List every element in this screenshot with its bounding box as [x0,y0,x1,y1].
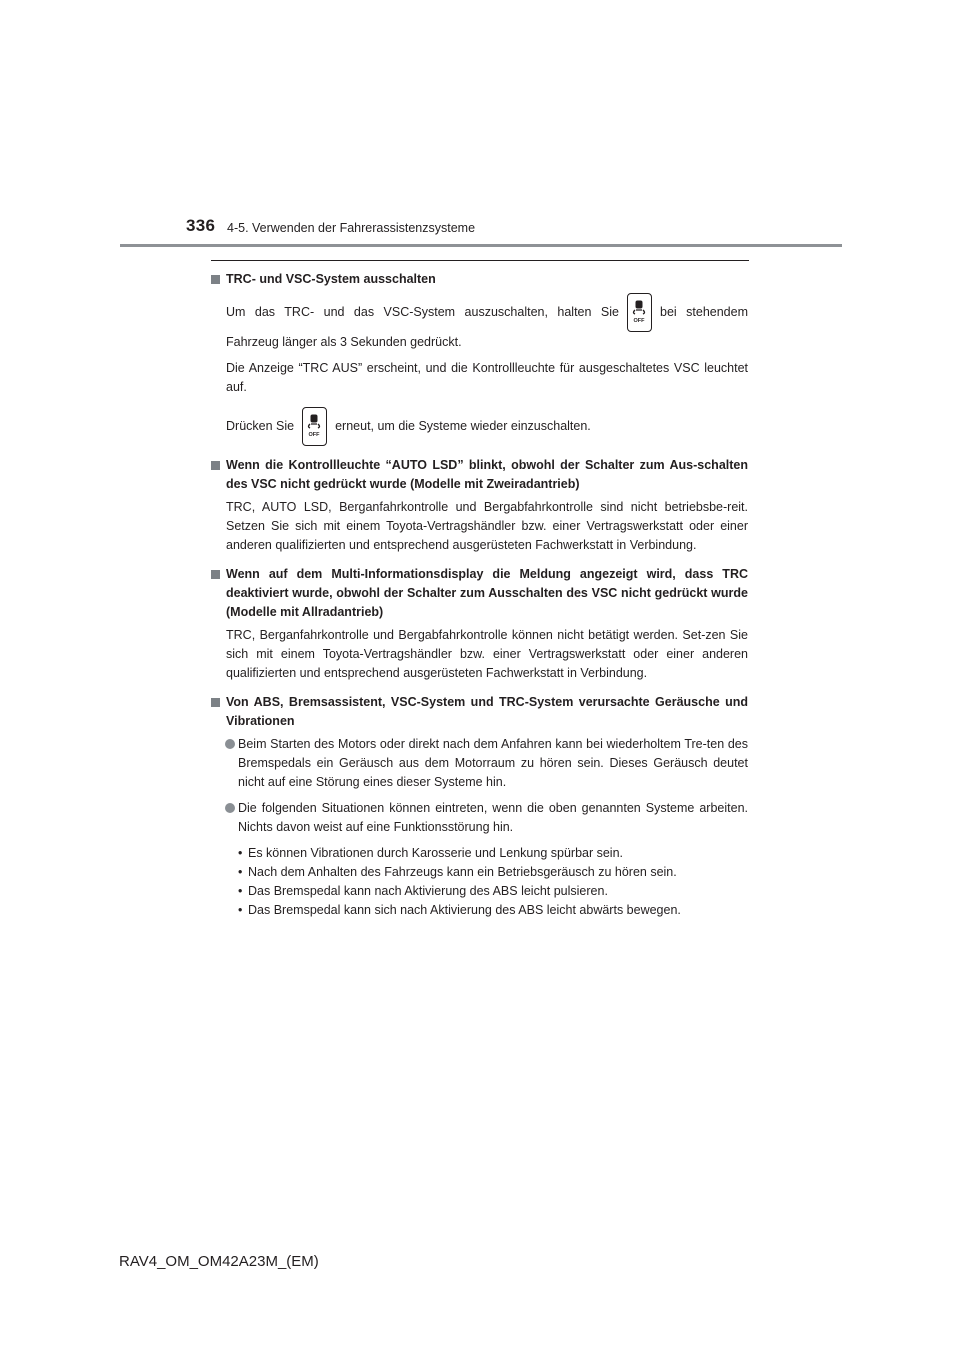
bullet-dot-icon [225,739,235,749]
bullet-item [211,735,748,792]
sub-list-item [211,901,748,920]
section-trc-deactivated [211,565,748,683]
sub-list-item [211,863,748,882]
section-auto-lsd [211,456,748,555]
section-heading [211,693,748,731]
paragraph: TRC, AUTO LSD, Berganfahrkontrolle und Bergabfahrkontrolle sind nicht betriebsbe-reit. Setzen Sie sich mit einem Toyota-Vertragshändler bzw. einer Vertragswerkstatt oder einer anderen qualifizierten und entsprechend ausgerüsteten Fachwerkstatt in Verbindung. [226,500,748,552]
paragraph-text: Drücken Sie [226,418,295,433]
sub-list-marker: • [238,865,243,879]
footer-doc-code: RAV4_OM_OM42A23M_(EM) [119,1253,319,1270]
chapter-title: 4-5. Verwenden der Fahrerassistenzsysteme [227,221,476,235]
section-heading [211,565,748,622]
sub-list-text: Das Bremspedal kann nach Aktivierung des ABS leicht pulsieren. [248,884,608,898]
paragraph-text: bei stehendem Fahrzeug länger als 3 Sekunden gedrückt. [226,304,748,349]
sub-list-marker: • [238,884,243,898]
section-heading-text: Wenn die Kontrollleuchte “AUTO LSD” blinkt, obwohl der Schalter zum Aus-schalten des VSC nicht gedrückt wurde (Modelle mit Zweiradantrieb) [226,458,748,491]
page-number: 336 [186,216,216,235]
sub-list-marker: • [238,903,243,917]
square-marker-icon [211,461,220,470]
section-heading-text: TRC- und VSC-System ausschalten [226,272,436,286]
vsc-off-switch-icon [627,293,652,332]
section-heading-text: Wenn auf dem Multi-Informationsdisplay die Meldung angezeigt wird, dass TRC deaktiviert wurde, obwohl der Schalter zum Ausschalten des VSC nicht gedrückt wurde (Modelle mit Allradantrieb) [226,567,748,619]
sub-list-marker: • [238,846,243,860]
main-content [211,270,748,930]
square-marker-icon [211,698,220,707]
paragraph [211,293,748,352]
sub-list-text: Es können Vibrationen durch Karosserie und Lenkung spürbar sein. [248,846,624,860]
bullet-dot-icon [225,803,235,813]
paragraph-text: Um das TRC- und das VSC-System auszuschalten, halten Sie [226,304,619,319]
sub-list-item [211,844,748,863]
bullet-text: Beim Starten des Motors oder direkt nach dem Anfahren kann bei wiederholtem Tre-ten des Bremspedals ein Geräusch aus dem Motorraum zu hören sein. Dieses Geräusch deutet nicht auf eine Störung eines dieser Systeme hin. [238,737,748,789]
square-marker-icon [211,570,220,579]
sub-list-item [211,882,748,901]
bullet-text: Die folgenden Situationen können eintreten, wenn die oben genannten Systeme arbeiten. Nichts davon weist auf eine Funktionsstörung hin. [238,801,748,834]
section-trc-vsc-off [211,270,748,446]
vsc-off-switch-icon [302,407,327,446]
sub-list-text: Das Bremspedal kann sich nach Aktivierung des ABS leicht abwärts bewegen. [248,903,681,917]
paragraph: TRC, Berganfahrkontrolle und Bergabfahrkontrolle können nicht betätigt werden. Set-zen Sie sich mit einem Toyota-Vertragshändler bzw. einer Vertragswerkstatt oder einer anderen qualifizierten und entsprechend ausgerüsteten Fachwerkstatt in Verbindung. [226,628,748,680]
section-heading-text: Von ABS, Bremsassistent, VSC-System und TRC-System verursachte Geräusche und Vibrationen [226,695,748,728]
section-heading [211,456,748,494]
section-noises-vibrations [211,693,748,920]
sub-list [211,844,748,920]
section-heading [211,270,748,289]
icon-off-label: OFF [633,318,645,324]
paragraph: Die Anzeige “TRC AUS” erscheint, und die Kontrollleuchte für ausgeschaltetes VSC leuchtet auf. [226,361,748,394]
header-divider [120,244,842,247]
paragraph [211,407,748,446]
square-marker-icon [211,275,220,284]
section-divider [211,260,749,261]
paragraph-text: erneut, um die Systeme wieder einzuschalten. [335,418,591,433]
sub-list-text: Nach dem Anhalten des Fahrzeugs kann ein Betriebsgeräusch zu hören sein. [248,865,677,879]
bullet-item [211,799,748,837]
icon-off-label: OFF [308,432,320,438]
